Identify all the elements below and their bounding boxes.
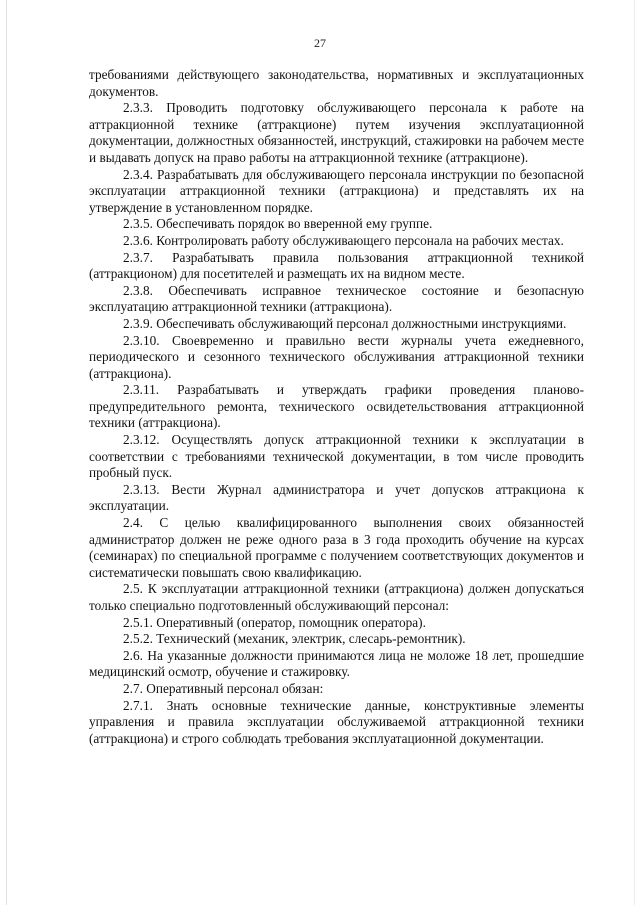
paragraph-2-3-7: 2.3.7. Разрабатывать правила пользования аттракционной техникой (аттракционом) для посетителей и размещать их на видном месте. — [89, 249, 584, 282]
paragraph-2-5: 2.5. К эксплуатации аттракционной техники (аттракциона) должен допускаться только специально подготовленный обслуживающий персонал: — [89, 581, 584, 613]
paragraph-continuation: требованиями действующего законодательства, нормативных и эксплуатационных документов. — [89, 67, 584, 99]
paragraph-2-3-6: 2.3.6. Контролировать работу обслуживающего персонала на рабочих местах. — [123, 232, 564, 248]
scan-edge-left — [6, 0, 7, 905]
paragraph-2-6: 2.6. На указанные должности принимаются лица не моложе 18 лет, прошедшие медицинский осмотр, обучение и стажировку. — [89, 647, 584, 680]
paragraph-2-3-12: 2.3.12. Осуществлять допуск аттракционной техники к эксплуатации в соответствии с требованиями технической документации, в том числе проводить пробный пуск. — [89, 432, 584, 481]
paragraph-2-3-5: 2.3.5. Обеспечивать порядок во вверенной ему группе. — [123, 216, 433, 232]
paragraph-2-7-1: 2.7.1. Знать основные технические данные, конструктивные элементы управления и правила эксплуатации обслуживаемой аттракционной техники (аттракциона) и строго соблюдать требования эксплуатационной документации. — [89, 697, 584, 746]
scan-edge-right — [634, 0, 635, 905]
paragraph-2-3-9: 2.3.9. Обеспечивать обслуживающий персонал должностными инструкциями. — [123, 315, 567, 331]
document-body — [89, 67, 584, 747]
paragraph-2-3-8: 2.3.8. Обеспечивать исправное техническое состояние и безопасную эксплуатацию аттракционной техники (аттракциона). — [89, 282, 584, 315]
paragraph-2-3-10: 2.3.10. Своевременно и правильно вести журналы учета ежедневного, периодического и сезонного технического обслуживания аттракционной техники (аттракциона). — [89, 332, 584, 381]
paragraph-2-3-13: 2.3.13. Вести Журнал администратора и учет допусков аттракциона к эксплуатации. — [89, 481, 584, 514]
paragraph-2-5-2: 2.5.2. Технический (механик, электрик, слесарь-ремонтник). — [123, 631, 466, 647]
paragraph-2-3-4: 2.3.4. Разрабатывать для обслуживающего персонала инструкции по безопасной эксплуатации аттракционной техники (аттракциона) и представлять их на утверждение в установленном порядке. — [89, 166, 584, 215]
page-number: 27 — [314, 36, 326, 50]
paragraph-2-3-11: 2.3.11. Разрабатывать и утверждать графики проведения планово-предупредительного ремонта, технического освидетельствования аттракционной техники (аттракциона). — [89, 382, 584, 431]
paragraph-2-7: 2.7. Оперативный персонал обязан: — [123, 680, 324, 696]
paragraph-2-5-1: 2.5.1. Оперативный (оператор, помощник оператора). — [123, 614, 426, 630]
paragraph-2-4: 2.4. С целью квалифицированного выполнения своих обязанностей администратор должен не реже одного раза в 3 года проходить обучение на курсах (семинарах) по специальной программе с получением соответствующих документов и систематически повышать свою квалификацию. — [89, 515, 584, 580]
paragraph-2-3-3: 2.3.3. Проводить подготовку обслуживающего персонала к работе на аттракционной технике (аттракционе) путем изучения эксплуатационной документации, должностных обязанностей, инструкций, стажировки на рабочем месте и выдавать допуск на право работы на аттракционной технике (аттракционе). — [89, 100, 584, 165]
